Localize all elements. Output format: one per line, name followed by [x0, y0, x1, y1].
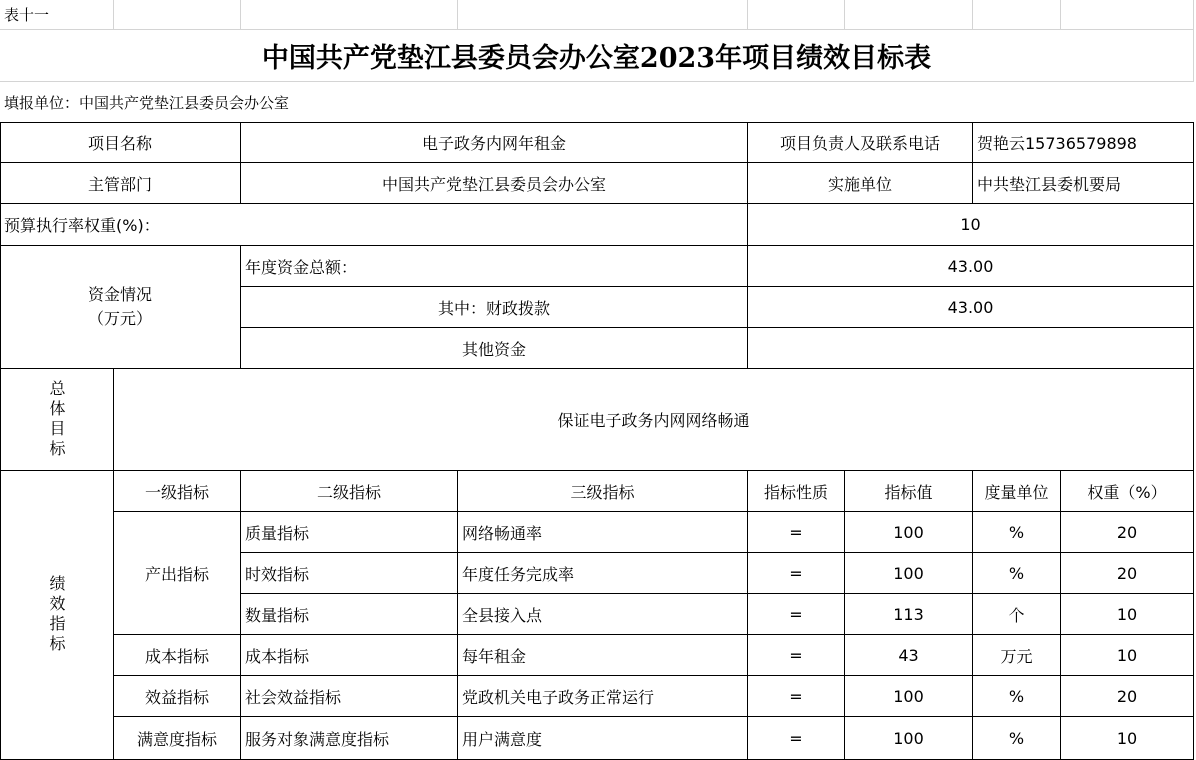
- implementing-unit-label: 实施单位: [748, 163, 973, 204]
- row4-weight[interactable]: 10: [1061, 635, 1194, 676]
- row2-unit[interactable]: %: [973, 553, 1061, 594]
- row5-level3[interactable]: 党政机关电子政务正常运行: [458, 676, 748, 717]
- row5-weight[interactable]: 20: [1061, 676, 1194, 717]
- row6-weight[interactable]: 10: [1061, 717, 1194, 760]
- project-owner-label: 项目负责人及联系电话: [748, 122, 973, 163]
- group-benefit[interactable]: 效益指标: [114, 676, 241, 717]
- other-funds-value[interactable]: [748, 328, 1194, 369]
- row1-nature[interactable]: =: [748, 512, 845, 553]
- row1-unit[interactable]: %: [973, 512, 1061, 553]
- row2-level2[interactable]: 时效指标: [241, 553, 458, 594]
- row5-value[interactable]: 100: [845, 676, 973, 717]
- indicators-label: [0, 471, 114, 760]
- row3-level3[interactable]: 全县接入点: [458, 594, 748, 635]
- row4-level2[interactable]: 成本指标: [241, 635, 458, 676]
- empty-grid-cell[interactable]: [1061, 0, 1194, 30]
- project-name-value[interactable]: 电子政务内网年租金: [241, 122, 748, 163]
- row5-unit[interactable]: %: [973, 676, 1061, 717]
- funds-label-line2: （万元）: [87, 309, 152, 328]
- row4-level3[interactable]: 每年租金: [458, 635, 748, 676]
- header-level2: 二级指标: [241, 471, 458, 512]
- row3-weight[interactable]: 10: [1061, 594, 1194, 635]
- funds-label-line1: 资金情况: [87, 285, 152, 304]
- row6-unit[interactable]: %: [973, 717, 1061, 760]
- empty-grid-cell[interactable]: [114, 0, 241, 30]
- row1-level2[interactable]: 质量指标: [241, 512, 458, 553]
- empty-grid-cell[interactable]: [845, 0, 973, 30]
- row2-value[interactable]: 100: [845, 553, 973, 594]
- empty-grid-cell[interactable]: [973, 0, 1061, 30]
- row2-nature[interactable]: =: [748, 553, 845, 594]
- row6-value[interactable]: 100: [845, 717, 973, 760]
- row6-level2[interactable]: 服务对象满意度指标: [241, 717, 458, 760]
- overall-goal-value[interactable]: 保证电子政务内网网络畅通: [114, 369, 1194, 471]
- header-level3: 三级指标: [458, 471, 748, 512]
- header-unit: 度量单位: [973, 471, 1061, 512]
- empty-grid-cell[interactable]: [748, 0, 845, 30]
- row2-weight[interactable]: 20: [1061, 553, 1194, 594]
- project-name-label: 项目名称: [0, 122, 241, 163]
- row2-level3[interactable]: 年度任务完成率: [458, 553, 748, 594]
- row3-level2[interactable]: 数量指标: [241, 594, 458, 635]
- row3-value[interactable]: 113: [845, 594, 973, 635]
- row5-level2[interactable]: 社会效益指标: [241, 676, 458, 717]
- header-nature: 指标性质: [748, 471, 845, 512]
- group-output[interactable]: 产出指标: [114, 512, 241, 635]
- row5-nature[interactable]: =: [748, 676, 845, 717]
- table-number[interactable]: 表十一: [0, 0, 114, 30]
- row3-nature[interactable]: =: [748, 594, 845, 635]
- indicators-label-text: 绩效指标: [47, 575, 66, 655]
- row1-value[interactable]: 100: [845, 512, 973, 553]
- header-value: 指标值: [845, 471, 973, 512]
- budget-rate-value[interactable]: 10: [748, 204, 1194, 246]
- group-satisfaction[interactable]: 满意度指标: [114, 717, 241, 760]
- row6-nature[interactable]: =: [748, 717, 845, 760]
- budget-rate-label: 预算执行率权重(%)：: [0, 204, 748, 246]
- implementing-unit-value[interactable]: 中共垫江县委机要局: [973, 163, 1194, 204]
- row1-level3[interactable]: 网络畅通率: [458, 512, 748, 553]
- header-level1: 一级指标: [114, 471, 241, 512]
- department-label: 主管部门: [0, 163, 241, 204]
- department-value[interactable]: 中国共产党垫江县委员会办公室: [241, 163, 748, 204]
- row3-unit[interactable]: 个: [973, 594, 1061, 635]
- row6-level3[interactable]: 用户满意度: [458, 717, 748, 760]
- project-owner-value[interactable]: 贺艳云15736579898: [973, 122, 1194, 163]
- page-title: 中国共产党垫江县委员会办公室2023年项目绩效目标表: [0, 30, 1194, 82]
- overall-goal-label: [0, 369, 114, 471]
- overall-goal-label-text: 总体目标: [47, 379, 66, 460]
- group-cost[interactable]: 成本指标: [114, 635, 241, 676]
- row4-nature[interactable]: =: [748, 635, 845, 676]
- header-weight: 权重（%）: [1061, 471, 1194, 512]
- reporting-unit: 填报单位：中国共产党垫江县委员会办公室: [4, 93, 290, 112]
- annual-total-value[interactable]: 43.00: [748, 246, 1194, 287]
- fiscal-allocation-label: 其中：财政拨款: [241, 287, 748, 328]
- annual-total-label: 年度资金总额：: [241, 246, 748, 287]
- empty-grid-cell[interactable]: [241, 0, 458, 30]
- row4-value[interactable]: 43: [845, 635, 973, 676]
- other-funds-label: 其他资金: [241, 328, 748, 369]
- row4-unit[interactable]: 万元: [973, 635, 1061, 676]
- funds-label: [0, 246, 241, 369]
- row1-weight[interactable]: 20: [1061, 512, 1194, 553]
- fiscal-allocation-value[interactable]: 43.00: [748, 287, 1194, 328]
- empty-grid-cell[interactable]: [458, 0, 748, 30]
